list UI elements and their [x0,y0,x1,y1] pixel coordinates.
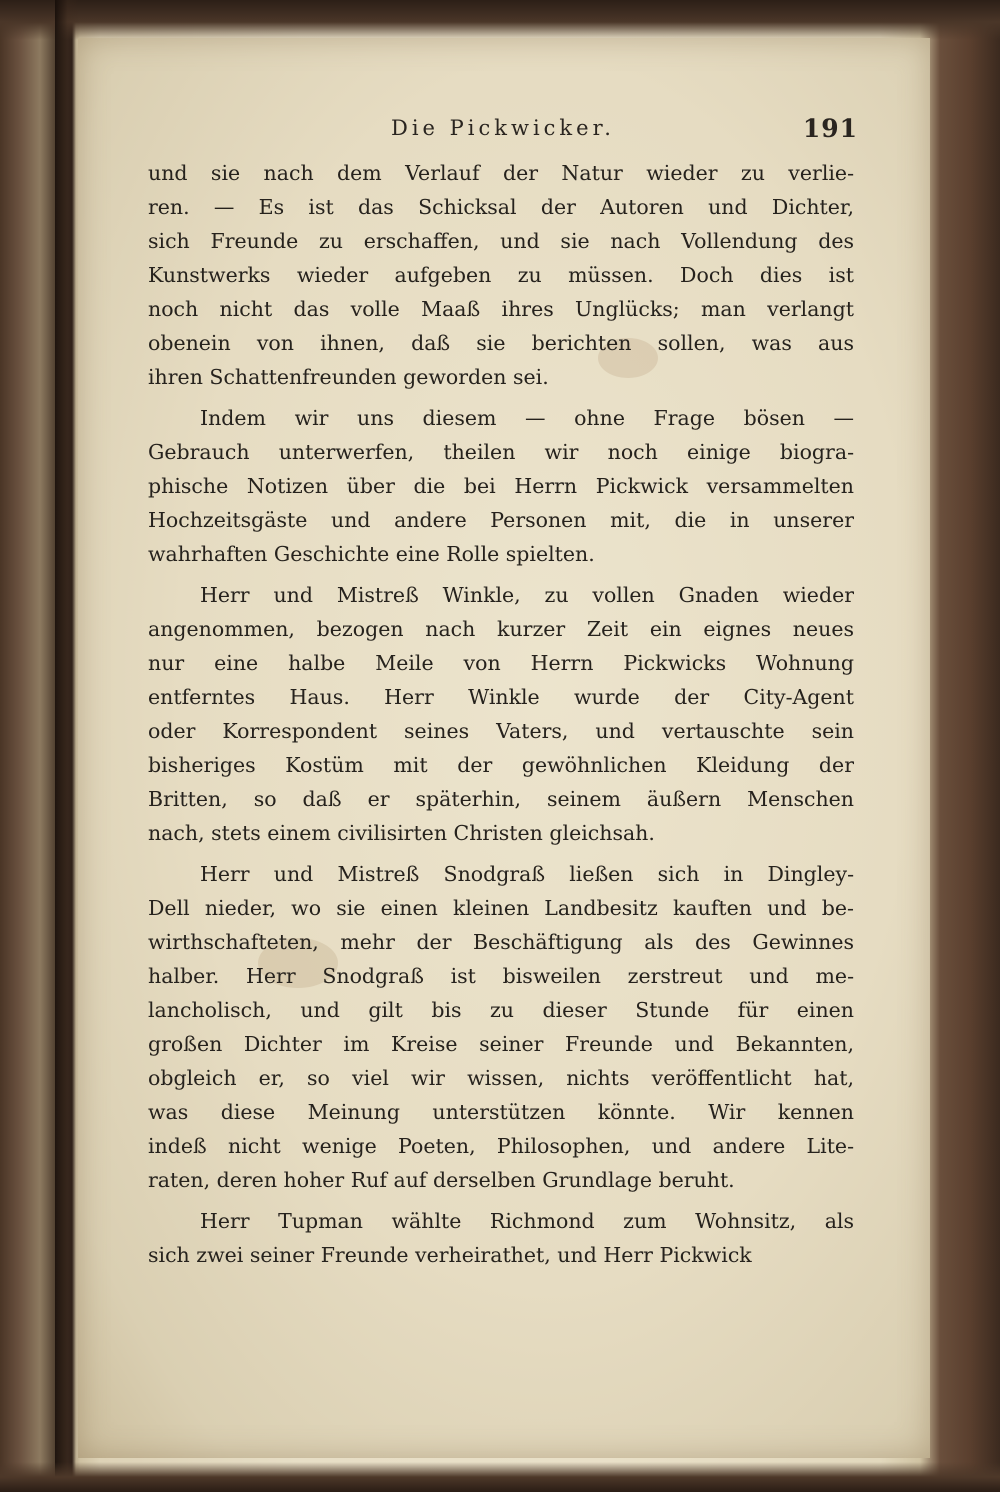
text-line: ihren Schattenfreunden geworden sei. [148,365,549,389]
text-line: Herr Tupman wählte Richmond zum Wohnsitz, als [200,1209,854,1233]
text-line: obenein von ihnen, daß sie berichten sollen, was aus [148,331,854,355]
text-line: Britten, so daß er späterhin, seinem äußern Menschen [148,787,854,811]
paragraph [148,401,854,571]
text-line: noch nicht das volle Maaß ihres Unglücks; man verlangt [148,297,854,321]
binding-gutter [55,0,80,1492]
running-title: Die Pickwicker. [390,116,615,140]
text-line: phische Notizen über die bei Herrn Pickwick versammelten [148,474,854,498]
text-line: oder Korrespondent seines Vaters, und vertauschte sein [148,719,854,743]
page-number: 191 [802,114,858,143]
text-line: bisheriges Kostüm mit der gewöhnlichen Kleidung der [148,753,854,777]
text-line: sich zwei seiner Freunde verheirathet, und Herr Pickwick [148,1243,752,1267]
text-line: großen Dichter im Kreise seiner Freunde und Bekannten, [148,1032,854,1056]
book-bottom-edge [0,1462,1000,1492]
text-line: Herr und Mistreß Snodgraß ließen sich in Dingley- [200,862,854,886]
page-header [148,112,858,148]
text-line: indeß nicht wenige Poeten, Philosophen, und andere Lite- [148,1134,854,1158]
paragraph [148,578,854,850]
book-page [78,38,930,1458]
text-line: obgleich er, so viel wir wissen, nichts veröffentlicht hat, [148,1066,854,1090]
text-line: lancholisch, und gilt bis zu dieser Stunde für einen [148,998,854,1022]
text-line: angenommen, bezogen nach kurzer Zeit ein eignes neues [148,617,854,641]
text-line: Kunstwerks wieder aufgeben zu müssen. Doch dies ist [148,263,854,287]
text-line: entferntes Haus. Herr Winkle wurde der City-Agent [148,685,854,709]
text-line: halber. Herr Snodgraß ist bisweilen zerstreut und me- [148,964,854,988]
text-line: ren. — Es ist das Schicksal der Autoren und Dichter, [148,195,854,219]
text-line: Gebrauch unterwerfen, theilen wir noch einige biogra- [148,440,854,464]
body-text [148,156,854,1279]
text-line: und sie nach dem Verlauf der Natur wieder zu verlie- [148,161,854,185]
text-line: wahrhaften Geschichte eine Rolle spielten. [148,542,595,566]
text-line: nur eine halbe Meile von Herrn Pickwicks Wohnung [148,651,854,675]
text-line: raten, deren hoher Ruf auf derselben Grundlage beruht. [148,1168,735,1192]
text-line: nach, stets einem civilisirten Christen gleichsah. [148,821,655,845]
text-line: wirthschafteten, mehr der Beschäftigung als des Gewinnes [148,930,854,954]
text-line: sich Freunde zu erschaffen, und sie nach Vollendung des [148,229,854,253]
text-line: Dell nieder, wo sie einen kleinen Landbesitz kauften und be- [148,896,854,920]
text-line: Hochzeitsgäste und andere Personen mit, die in unserer [148,508,854,532]
text-line: Herr und Mistreß Winkle, zu vollen Gnaden wieder [200,583,854,607]
paragraph [148,156,854,394]
paragraph [148,857,854,1197]
text-line: Indem wir uns diesem — ohne Frage bösen — [200,406,854,430]
paragraph [148,1204,854,1272]
book-top-edge [0,0,1000,40]
text-line: was diese Meinung unterstützen könnte. Wir kennen [148,1100,854,1124]
